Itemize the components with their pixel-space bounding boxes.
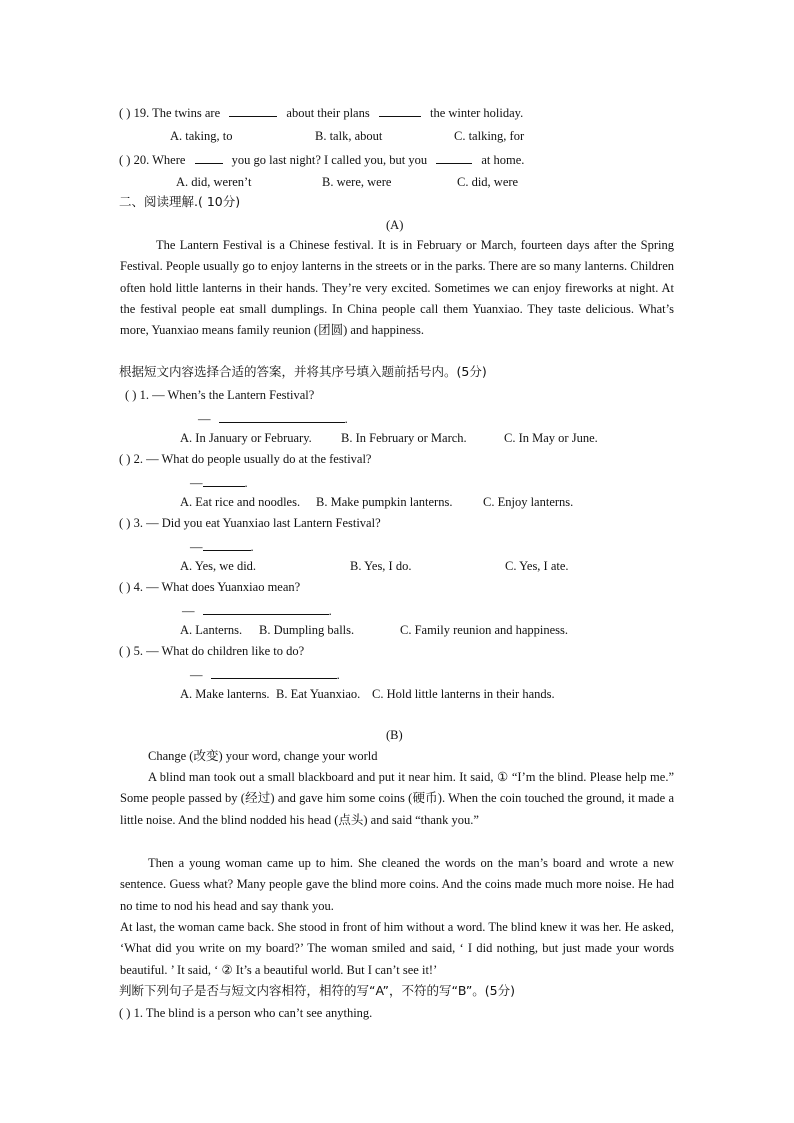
answer-line: — .	[190, 668, 340, 682]
reading-question-2	[119, 453, 371, 466]
option-c: C. talking, for	[454, 129, 525, 143]
question-text: The blind is a person who can’t see anything.	[145, 1006, 373, 1020]
passage-b-label: (B)	[386, 728, 403, 742]
answer-bracket[interactable]: ( ) 19.	[119, 106, 150, 120]
question-text: — What does Yuanxiao mean?	[146, 580, 301, 594]
answer-bracket[interactable]: ( ) 20.	[119, 153, 150, 167]
answer-blank[interactable]	[203, 475, 245, 487]
answer-bracket[interactable]: ( ) 5.	[119, 644, 143, 658]
answer-blank[interactable]	[203, 539, 251, 551]
question-text: Where	[152, 153, 186, 167]
section-heading: 二、阅读理解.( 10分)	[119, 194, 241, 209]
answer-bracket[interactable]: ( ) 2.	[119, 452, 143, 466]
reading-question-4	[119, 581, 300, 594]
answer-blank[interactable]	[203, 603, 329, 615]
reading-question-1	[125, 389, 314, 402]
passage-b-instruction: 判断下列句子是否与短文内容相符，相符的写“A”，不符的写“B”。(5分)	[119, 983, 516, 998]
option-c: C. Yes, I ate.	[505, 559, 569, 573]
question-text: The twins are	[152, 106, 221, 120]
option-c: C. In May or June.	[504, 431, 598, 445]
option-a: A. Eat rice and noodles.	[180, 495, 301, 509]
option-b: B. Dumpling balls.	[259, 623, 355, 637]
question-text: — What do children like to do?	[146, 644, 305, 658]
answer-bracket[interactable]: ( ) 1.	[119, 1006, 143, 1020]
answer-blank[interactable]	[211, 667, 337, 679]
question-text: at home.	[481, 153, 525, 167]
option-a: A. Lanterns.	[180, 623, 243, 637]
passage-a-text: The Lantern Festival is a Chinese festival. It is in February or March, fourteen days after the Spring Festival. People usually go to enjoy lanterns in the streets or in the parks. There are so many lanterns. Children often hold little lanterns in their hands. They’re very excited. Sometimes we can enjoy fireworks at night. At the festival people eat small dumplings. In China people call them Yuanxiao. They taste delicious. What’s more, Yuanxiao means family reunion (团圆) and happiness.	[120, 238, 674, 338]
reading-question-3	[119, 517, 381, 530]
option-b: B. were, were	[322, 175, 392, 189]
answer-blank[interactable]	[219, 411, 345, 423]
question-text: — When’s the Lantern Festival?	[152, 388, 315, 402]
passage-b-paragraph-3: At last, the woman came back. She stood in front of him without a word. The blind knew it was her. He asked, ‘What did you write on my board?’ The woman smiled and said, ‘ I did nothing, but just made your words beautiful. ’ It said, ‘ ② It’s a beautiful world. But I can’t see it!’	[120, 920, 674, 977]
answer-blank[interactable]	[436, 152, 472, 164]
option-c: C. Enjoy lanterns.	[483, 495, 574, 509]
option-a: A. In January or February.	[180, 431, 312, 445]
option-b: B. Make pumpkin lanterns.	[316, 495, 453, 509]
question-19	[119, 105, 523, 120]
option-b: B. talk, about	[315, 129, 383, 143]
option-c: C. did, were	[457, 175, 519, 189]
option-c: C. Hold little lanterns in their hands.	[372, 687, 555, 701]
question-20	[119, 152, 524, 167]
passage-b-paragraph-2: Then a young woman came up to him. She cleaned the words on the man’s board and wrote a new sentence. Guess what? Many people gave the blind more coins. And the coins made much more noise. He had no time to nod his head and say thank you.	[120, 856, 674, 913]
answer-line: — .	[198, 412, 348, 426]
passage-b-title: Change (改变) your word, change your world	[148, 749, 378, 763]
passage-a-label: (A)	[386, 218, 404, 232]
answer-bracket[interactable]: ( ) 1.	[125, 388, 149, 402]
question-text: — What do people usually do at the festival?	[146, 452, 372, 466]
option-b: B. Eat Yuanxiao.	[276, 687, 361, 701]
option-c: C. Family reunion and happiness.	[400, 623, 569, 637]
answer-blank[interactable]	[195, 152, 223, 164]
question-text: you go last night? I called you, but you	[231, 153, 428, 167]
option-b: B. In February or March.	[341, 431, 467, 445]
answer-line: — .	[182, 604, 332, 618]
question-text: about their plans	[286, 106, 370, 120]
answer-bracket[interactable]: ( ) 3.	[119, 516, 143, 530]
answer-blank[interactable]	[229, 105, 277, 117]
question-text: the winter holiday.	[429, 106, 524, 120]
answer-blank[interactable]	[379, 105, 421, 117]
option-a: A. Make lanterns.	[180, 687, 270, 701]
option-b: B. Yes, I do.	[350, 559, 412, 573]
passage-b-paragraph-1: A blind man took out a small blackboard and put it near him. It said, ① “I’m the blind. Please help me.” Some people passed by (经过) and gave him some coins (硬币). When the coin touched the ground, it made a little noise. And the blind nodded his head (点头) and said “thank you.”	[120, 770, 674, 827]
option-a: A. did, weren’t	[176, 175, 252, 189]
question-text: — Did you eat Yuanxiao last Lantern Festival?	[146, 516, 381, 530]
option-a: A. Yes, we did.	[180, 559, 257, 573]
reading-question-5	[119, 645, 304, 658]
passage-a-instruction: 根据短文内容选择合适的答案，并将其序号填入题前括号内。(5分)	[119, 364, 487, 379]
answer-line: — .	[190, 540, 254, 554]
answer-bracket[interactable]: ( ) 4.	[119, 580, 143, 594]
judge-question-1	[119, 1007, 372, 1020]
answer-line: — .	[190, 476, 248, 490]
option-a: A. taking, to	[170, 129, 233, 143]
